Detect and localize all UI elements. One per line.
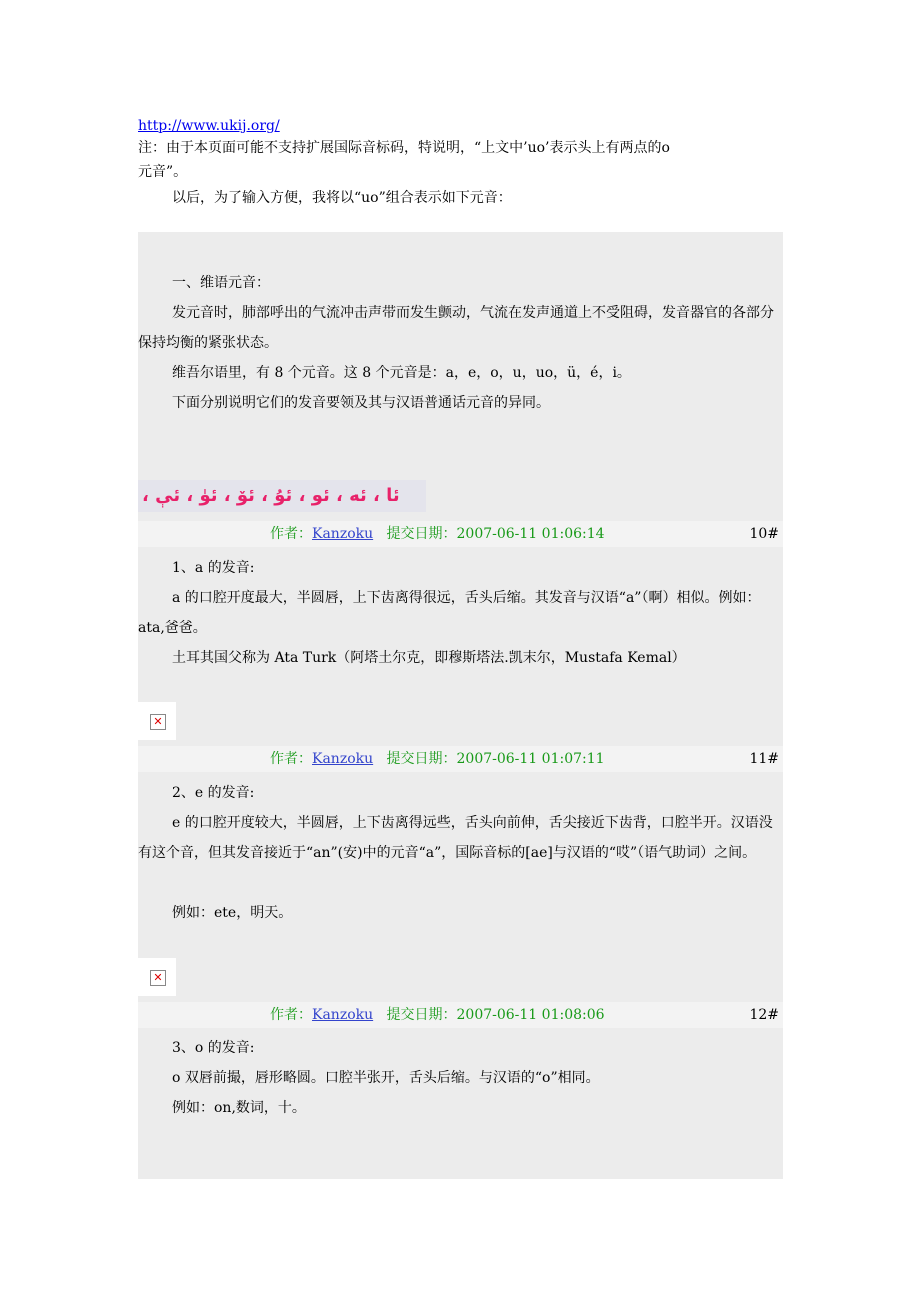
broken-image-icon: ✕ — [150, 714, 166, 730]
post-meta-bar — [138, 521, 783, 547]
author-link[interactable]: Kanzoku — [312, 1007, 374, 1023]
image-placeholder — [138, 958, 176, 996]
broken-image-icon: ✕ — [150, 970, 166, 986]
image-placeholder — [138, 702, 176, 740]
post-title: 1、a 的发音: — [172, 560, 255, 576]
post-meta: 作者：Kanzoku 提交日期：2007-06-11 01:06:14 — [270, 526, 605, 542]
post-meta-bar — [138, 1002, 783, 1028]
post-meta: 作者：Kanzoku 提交日期：2007-06-11 01:07:11 — [270, 751, 605, 767]
post-extra: 例如：ete，明天。 — [172, 905, 293, 921]
post-body: o 双唇前撮，唇形略圆。口腔半张开，舌头后缩。与汉语的“o”相同。 — [172, 1070, 600, 1086]
post-meta: 作者：Kanzoku 提交日期：2007-06-11 01:08:06 — [270, 1007, 605, 1023]
post-extra: 例如：on,数词，十。 — [172, 1100, 306, 1116]
author-link[interactable]: Kanzoku — [312, 751, 374, 767]
post-extra: 土耳其国父称为 Ata Turk（阿塔土尔克，即穆斯塔法.凯末尔，Mustafa Kemal） — [172, 650, 686, 666]
source-link[interactable]: http://www.ukij.org/ — [138, 118, 280, 134]
post-number: 10# — [749, 526, 779, 542]
post-number: 12# — [749, 1007, 779, 1023]
post-meta-bar — [138, 746, 783, 772]
note-line-2: 元音”。 — [138, 164, 188, 180]
section-heading: 一、维语元音： — [172, 275, 270, 291]
section-paragraph-3: 下面分别说明它们的发音要领及其与汉语普通话元音的异同。 — [172, 395, 550, 411]
author-link[interactable]: Kanzoku — [312, 526, 374, 542]
section-paragraph-2: 维吾尔语里，有 8 个元音。这 8 个元音是：a，e，o，u，uo，ü，é，i。 — [172, 365, 631, 381]
post-body: e 的口腔开度较大，半圆唇，上下齿离得远些，舌头向前伸，舌尖接近下齿背，口腔半开。汉语没有这个音，但其发音接近于“an”(安)中的元音“a”，国际音标的[ae]与汉语的“哎”（语气助词）之间。 — [138, 815, 773, 861]
section-paragraph-1: 发元音时，肺部呼出的气流冲击声带而发生颤动，气流在发声通道上不受阻碍，发音器官的各部分保持均衡的紧张状态。 — [138, 305, 774, 351]
post-title: 3、o 的发音: — [172, 1040, 255, 1056]
intro-paragraph: 以后，为了输入方便，我将以“uo”组合表示如下元音： — [172, 190, 512, 206]
note-line-1: 注：由于本页面可能不支持扩展国际音标码，特说明，“上文中’uo’表示头上有两点的o — [138, 140, 670, 156]
post-body: a 的口腔开度最大，半圆唇，上下齿离得很远，舌头后缩。其发音与汉语“a”（啊）相似。例如：ata,爸爸。 — [138, 590, 761, 636]
post-number: 11# — [749, 751, 779, 767]
uyghur-vowels-image: ئا ، ئە ، ئو ، ئۇ ، ئۆ ، ئۈ ، ئې ، — [138, 480, 426, 512]
post-title: 2、e 的发音: — [172, 785, 255, 801]
